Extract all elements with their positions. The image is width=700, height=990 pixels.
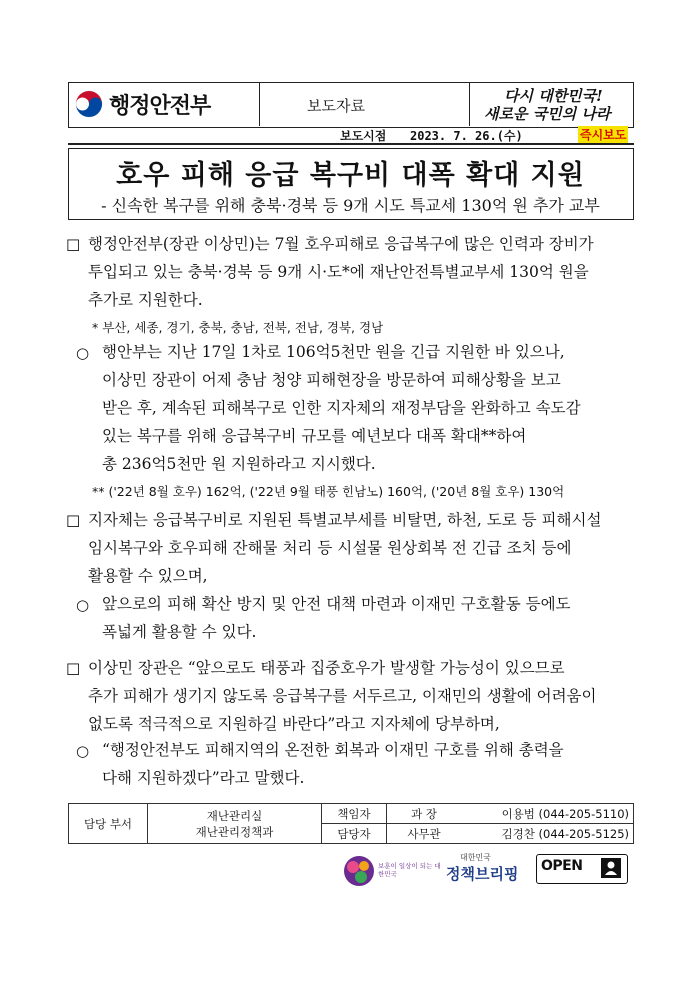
paragraph-line: “행정안전부도 피해지역의 온전한 회복과 이재민 구호를 위해 총력을 — [102, 741, 564, 759]
release-timing-badge: 즉시보도 — [580, 128, 627, 142]
square-bullet: ☐ — [66, 236, 81, 255]
role-title-cell: 사무관 — [387, 824, 462, 844]
paragraph-line: 투입되고 있는 충북·경북 등 9개 시·도*에 재난안전특별교부세 130억 원을 — [88, 263, 589, 281]
role-title-cell: 과 장 — [387, 804, 462, 824]
header-divider — [469, 83, 470, 126]
slogan-line: 새로운 국민의 나라 — [484, 105, 611, 123]
ministry-name: 행정안전부 — [109, 94, 211, 119]
footer-logos — [340, 852, 640, 892]
press-release-label: 보도자료 — [307, 97, 365, 115]
release-date: 2023. 7. 26.(수) — [410, 129, 523, 143]
slogan-line: 다시 대한민국! — [504, 87, 603, 105]
person-icon — [601, 858, 621, 878]
paragraph-line: 지자체는 응급복구비로 지원된 특별교부세를 비탈면, 하천, 도로 등 피해시설 — [88, 511, 602, 529]
briefing-logo-top: 대한민국 — [460, 853, 491, 862]
role-label-cell: 담당자 — [322, 824, 387, 844]
circle-bullet: ○ — [76, 596, 90, 614]
paragraph-line: 총 236억5천만 원 지원하라고 지시했다. — [102, 455, 376, 473]
paragraph-line: 없도록 적극적으로 지원하길 바란다”라고 지자체에 당부하며, — [88, 715, 500, 733]
role-person-cell: 김경찬 (044-205-5125) — [461, 824, 634, 844]
paragraph-line: 이상민 장관이 어제 충남 청양 피해현장을 방문하여 피해상황을 보고 — [102, 371, 561, 389]
role-person-cell: 이용범 (044-205-5110) — [461, 804, 634, 824]
open-license-text: OPEN — [541, 858, 583, 874]
paragraph-line: 다해 지원하겠다”라고 말했다. — [102, 769, 305, 787]
paragraph-line: 행안부는 지난 17일 1차로 106억5천만 원을 긴급 지원한 바 있으나, — [102, 343, 565, 361]
role-label-cell: 책임자 — [322, 804, 387, 824]
footnote: ** ('22년 8월 호우) 162억, ('22년 9월 태풍 힌남노) 160억, ('20년 8월 호우) 130억 — [92, 484, 565, 499]
circle-bullet: ○ — [76, 344, 90, 362]
square-bullet: ☐ — [66, 660, 81, 679]
title-box — [68, 148, 634, 220]
sub-title: - 신속한 복구를 위해 충북·경북 등 9개 시도 특교세 130억 원 추가 교부 — [101, 196, 600, 215]
paragraph-line: 활용할 수 있으며, — [88, 567, 208, 585]
paragraph-line: 이상민 장관은 “앞으로도 태풍과 집중호우가 발생할 가능성이 있으므로 — [88, 659, 565, 677]
paragraph-line: 앞으로의 피해 확산 방지 및 안전 대책 마련과 이재민 구호활동 등에도 — [102, 595, 571, 613]
paragraph-line: 추가로 지원한다. — [88, 291, 203, 309]
paragraph-line: 있는 복구를 위해 응급복구비 규모를 예년보다 대폭 확대**하여 — [102, 427, 527, 445]
footnote: * 부산, 세종, 경기, 충북, 충남, 전북, 전남, 경북, 경남 — [92, 320, 384, 335]
government-emblem-icon — [75, 90, 103, 118]
header-divider — [259, 83, 260, 126]
dept-line: 재난관리실 — [206, 808, 263, 823]
open-license-badge — [536, 854, 628, 884]
dept-name-cell — [148, 804, 322, 844]
contact-table — [68, 803, 634, 844]
square-bullet: ☐ — [66, 512, 81, 531]
table-row — [69, 804, 634, 824]
release-time-label: 보도시점 — [340, 129, 387, 143]
paragraph-line: 추가 피해가 생기지 않도록 응급복구를 서두르고, 이재민의 생활에 어려움이 — [88, 687, 597, 705]
veterans-logo-icon — [342, 854, 376, 888]
dept-label-cell: 담당 부서 — [69, 804, 148, 844]
press-header — [68, 82, 634, 128]
main-title: 호우 피해 응급 복구비 대폭 확대 지원 — [116, 160, 585, 191]
paragraph-line: 폭넓게 활용할 수 있다. — [102, 623, 257, 641]
veterans-logo-text: 보훈이 일상이 되는 대한민국 — [378, 862, 441, 878]
paragraph-line: 임시복구와 호우피해 잔해물 처리 등 시설물 원상회복 전 긴급 조치 등에 — [88, 539, 572, 557]
release-underline — [68, 143, 634, 145]
dept-line: 재난관리정책과 — [195, 824, 274, 839]
paragraph-line: 받은 후, 계속된 피해복구로 인한 지자체의 재정부담을 완화하고 속도감 — [102, 399, 581, 417]
briefing-logo-main: 정책브리핑 — [446, 865, 519, 883]
paragraph-line: 행정안전부(장관 이상민)는 7월 호우피해로 응급복구에 많은 인력과 장비가 — [88, 235, 594, 253]
circle-bullet: ○ — [76, 742, 90, 760]
